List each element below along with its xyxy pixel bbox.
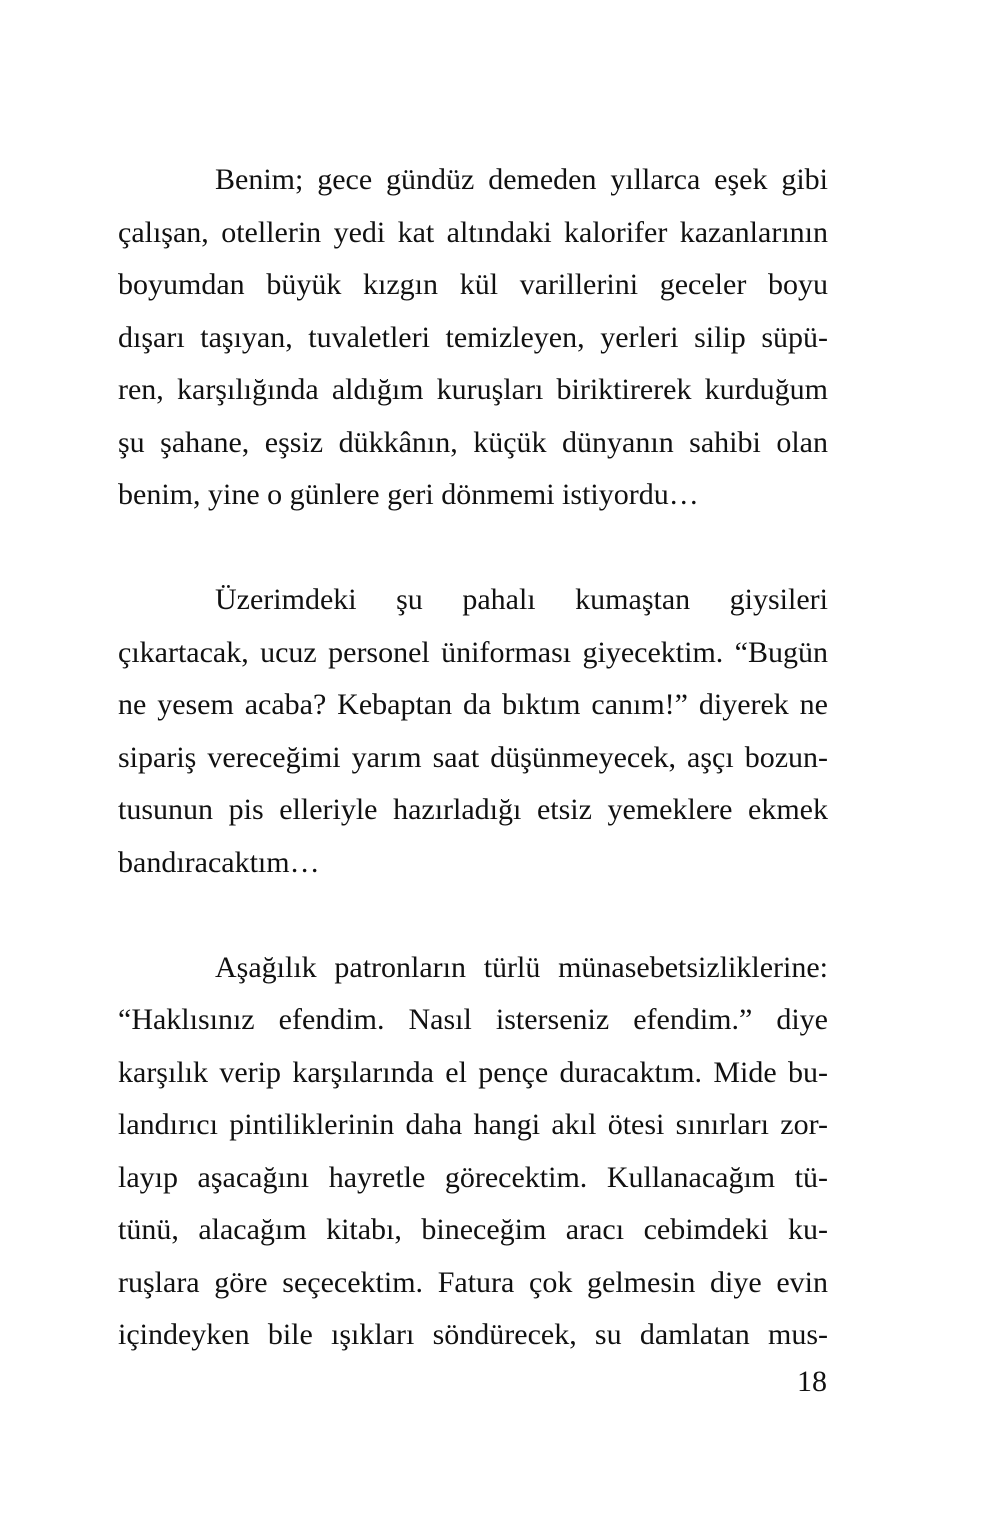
text-line: ren, karşılığında aldığım kuruşları biriktirerek kurduğum — [118, 373, 828, 406]
text-line: çalışan, otellerin yedi kat altındaki kalorifer kazanlarının — [118, 215, 828, 249]
paragraph-2 — [118, 574, 828, 889]
text-line: “Haklısınız efendim. Nasıl isterseniz efendim.” diye — [118, 1003, 828, 1036]
text-line: içindeyken bile ışıkları söndürecek, su damlatan mus- — [118, 1318, 828, 1351]
text-line: ruşlara göre seçecektim. Fatura çok gelmesin diye evin — [118, 1265, 828, 1299]
text-line: tusunun pis elleriyle hazırladığı etsiz yemeklere ekmek — [118, 793, 828, 826]
page-number: 18 — [797, 1365, 827, 1398]
text-line: layıp aşacağını hayretle görecektim. Kullanacağım tü- — [118, 1160, 828, 1194]
text-line: benim, yine o günlere geri dönmemi istiyordu… — [118, 478, 699, 511]
text-line: bandıracaktım… — [118, 845, 320, 879]
paragraph-3 — [118, 942, 828, 1362]
text-line: dışarı taşıyan, tuvaletleri temizleyen, yerleri silip süpü- — [118, 320, 828, 354]
text-line: boyumdan büyük kızgın kül varillerini geceler boyu — [118, 268, 828, 301]
text-line: karşılık verip karşılarında el pençe duracaktım. Mide bu- — [118, 1055, 828, 1089]
text-line: Benim; gece gündüz demeden yıllarca eşek gibi — [215, 163, 828, 196]
text-line: sipariş vereceğimi yarım saat düşünmeyecek, aşçı bozun- — [118, 740, 828, 774]
text-line: şu şahane, eşsiz dükkânın, küçük dünyanın sahibi olan — [118, 425, 828, 459]
paragraph-gap — [118, 522, 828, 575]
body-text — [118, 154, 828, 1362]
text-line: tünü, alacağım kitabı, bineceğim aracı cebimdeki ku- — [118, 1213, 828, 1246]
text-line: landırıcı pintiliklerinin daha hangi akıl ötesi sınırları zor- — [118, 1108, 828, 1141]
paragraph-gap — [118, 889, 828, 942]
text-line: Aşağılık patronların türlü münasebetsizliklerine: — [215, 950, 828, 984]
text-line: çıkartacak, ucuz personel üniforması giyecektim. “Bugün — [118, 635, 828, 669]
text-line: ne yesem acaba? Kebaptan da bıktım canım!” diyerek ne — [118, 688, 828, 721]
paragraph-1 — [118, 154, 828, 522]
text-line: Üzerimdeki şu pahalı kumaştan giysileri — [215, 583, 828, 616]
